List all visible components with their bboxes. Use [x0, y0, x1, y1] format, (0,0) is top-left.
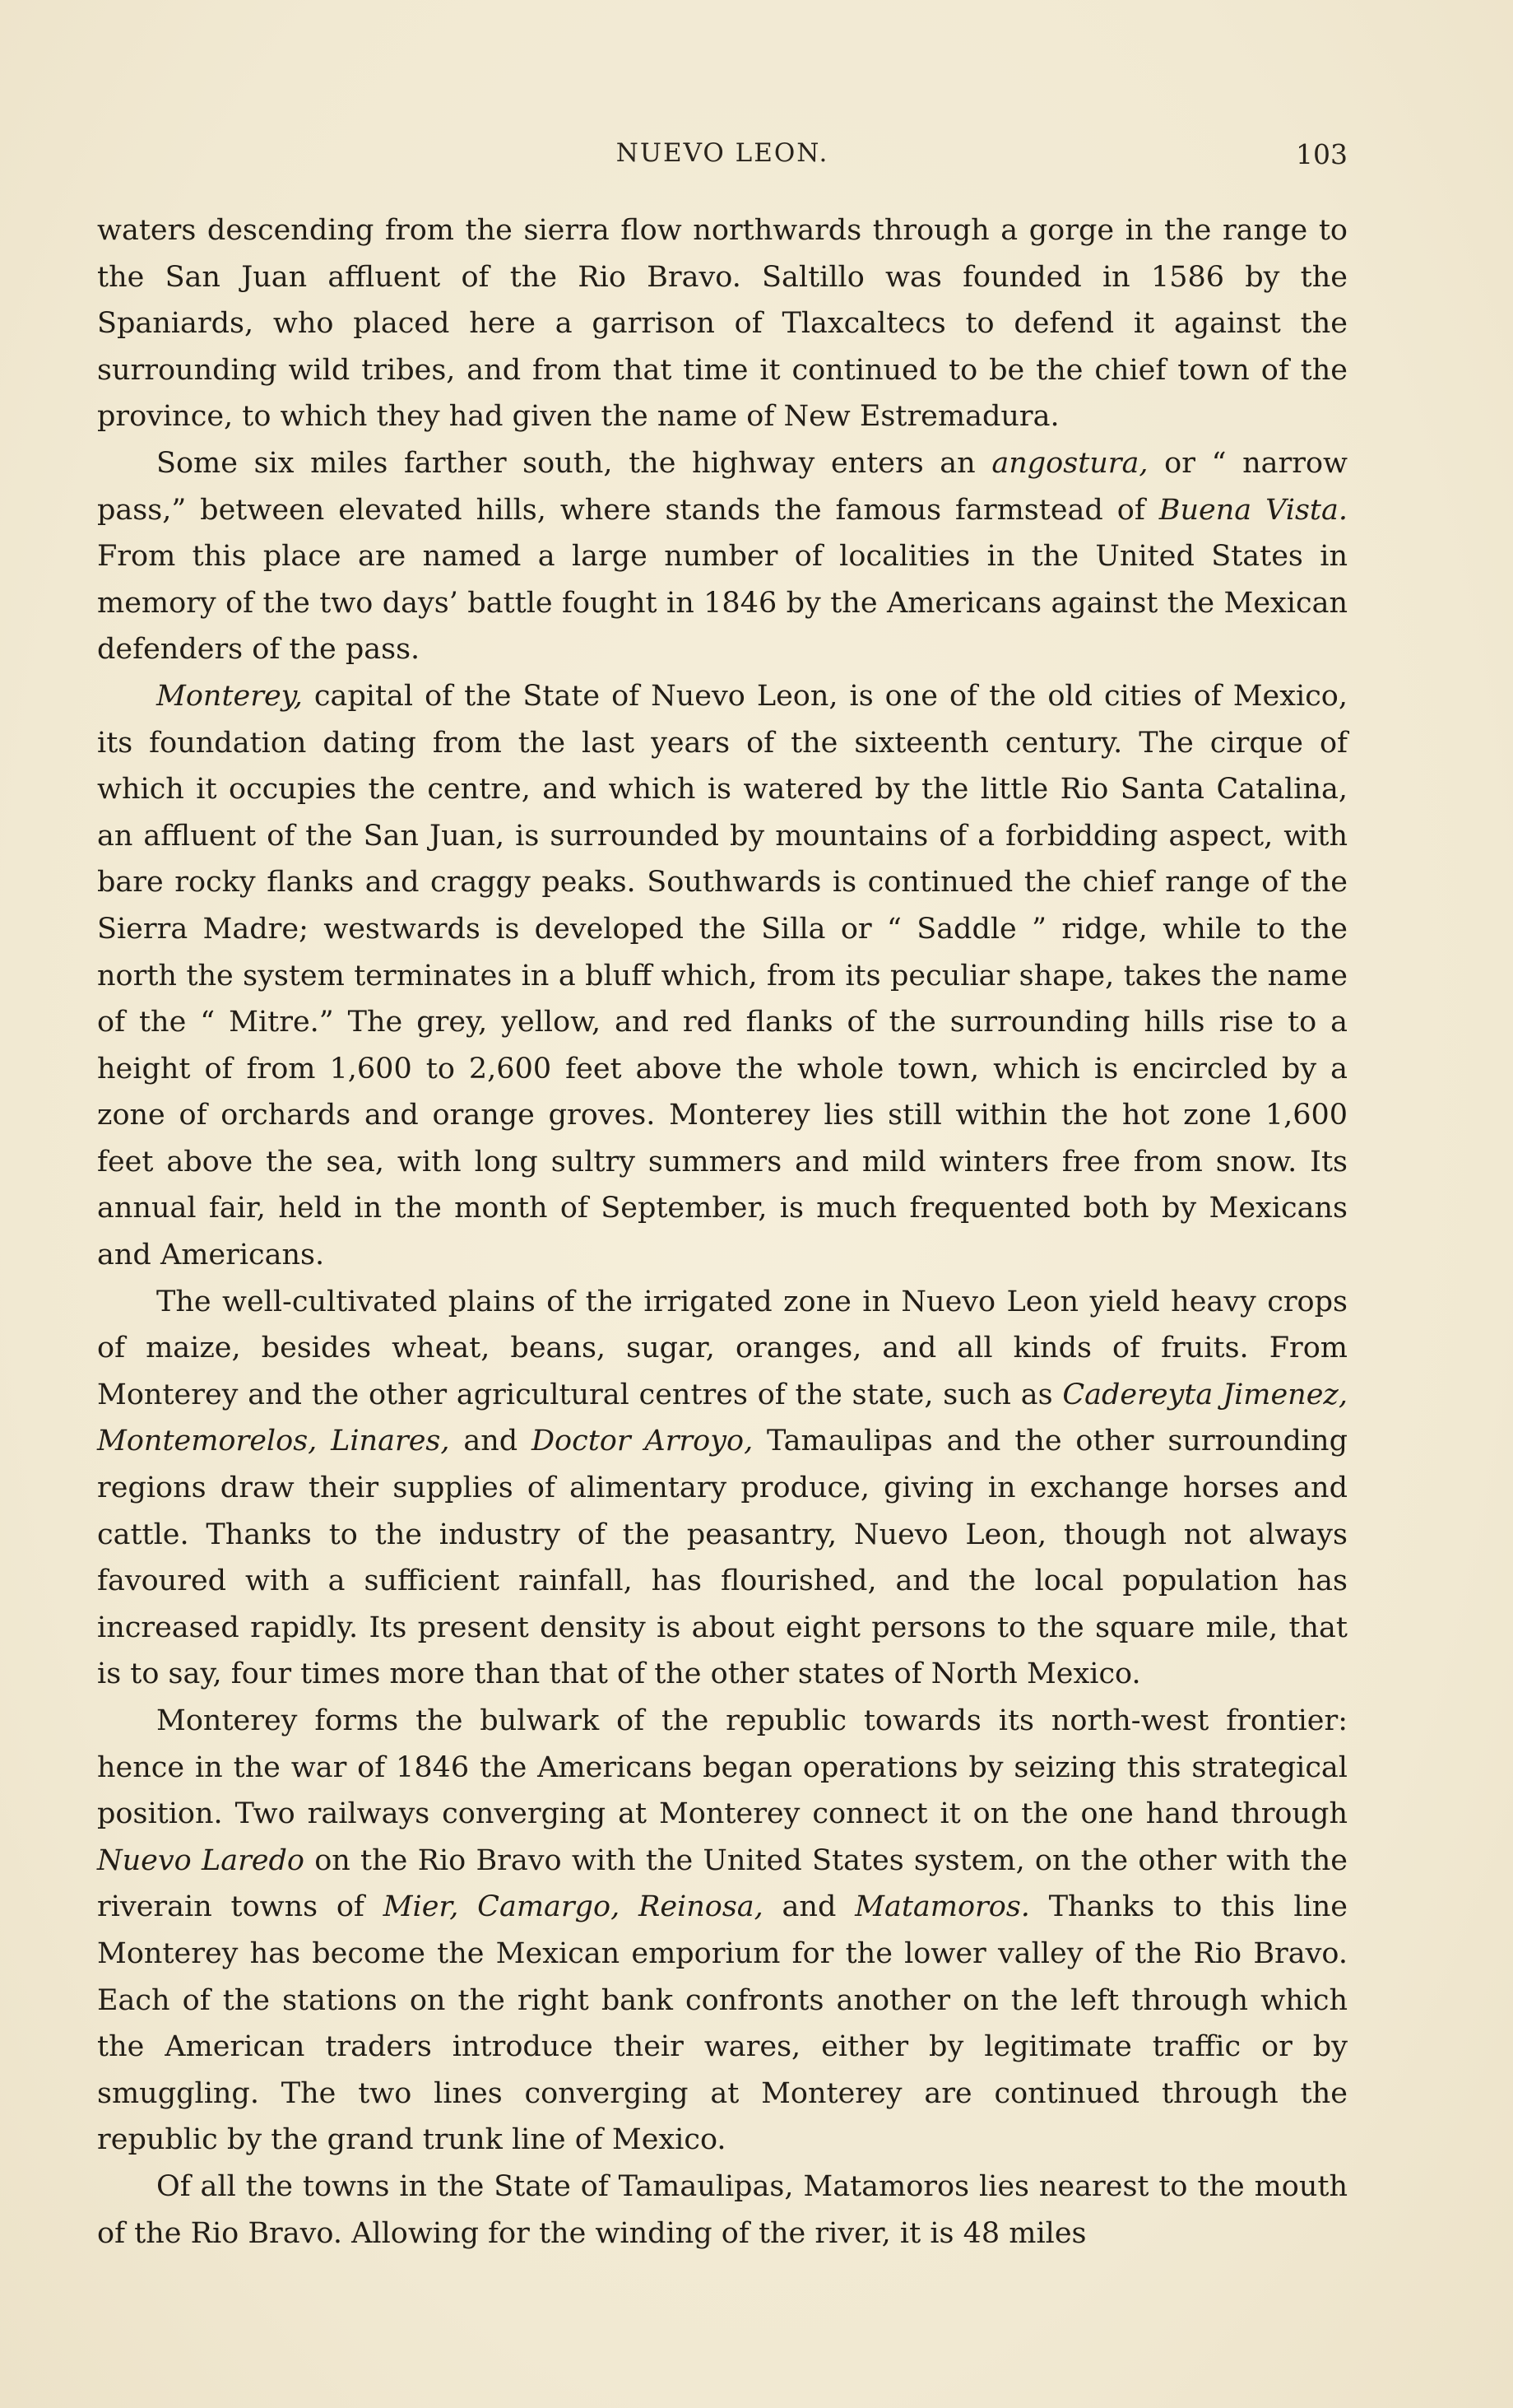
text-run: Thanks to this line Monterey has become the Mexican emporium for the lower valley of the Rio Bravo. Each of the stations on the right bank confronts another on the left through which the American traders introduce their wares, either by legitimate traffic or by smuggling. The two lines converging at Monterey are continued through the republic by the grand trunk line of Mexico.	[97, 1890, 1348, 2157]
italic-place-name: Buena Vista.	[1158, 493, 1348, 527]
italic-place-name: Monterey,	[156, 679, 303, 713]
paragraph-6	[97, 2164, 1348, 2257]
text-run: The well-cultivated plains of the irrigated zone in Nuevo Leon yield heavy crops of maize, besides wheat, beans, sugar, oranges, and all kinds of fruits. From Monterey and the other agricultural centres of the state, such as	[97, 1285, 1348, 1411]
italic-place-name: Mier, Camargo, Reinosa,	[383, 1890, 763, 1924]
text-run: Monterey forms the bulwark of the republic towards its north-west frontier: hence in the war of 1846 the Americans began operations by seizing this strategical position. Two railways converging at Monterey connect it on the one hand through	[97, 1704, 1348, 1831]
body-text	[97, 207, 1348, 2257]
paragraph-3	[97, 673, 1348, 1279]
page-header	[97, 138, 1348, 184]
text-run: Tamaulipas and the other surrounding regions draw their supplies of alimentary produce, giving in exchange horses and cattle. Thanks to the industry of the peasantry, Nuevo Leon, though not always favoured with a sufficient rainfall, has flourished, and the local population has increased rapidly. Its present density is about eight persons to the square mile, that is to say, four times more than that of the other states of North Mexico.	[97, 1425, 1348, 1691]
running-title: NUEVO LEON.	[615, 138, 829, 168]
text-run: and	[763, 1890, 856, 1924]
text-run: or “ narrow pass,” between elevated hills, where stands the famous farmstead of	[97, 446, 1348, 527]
text-run: on the Rio Bravo with the United States system, on the other with the riverain towns of	[97, 1843, 1348, 1924]
page-number: 103	[1296, 138, 1348, 170]
italic-place-name: Cadereyta Jimenez, Montemorelos, Linares,	[97, 1378, 1348, 1458]
text-run: and	[449, 1425, 531, 1458]
text-run: Some six miles farther south, the highway enters an	[156, 446, 992, 480]
text-run: capital of the State of Nuevo Leon, is one of the old cities of Mexico, its foundation dating from the last years of the sixteenth century. The cirque of which it occupies the centre, and which is watered by the little Rio Santa Catalina, an affluent of the San Juan, is surrounded by mountains of a forbidding aspect, with bare rocky flanks and craggy peaks. Southwards is continued the chief range of the Sierra Madre; westwards is developed the Silla or “ Saddle ” ridge, while to the north the system terminates in a bluff which, from its peculiar shape, takes the name of the “ Mitre.” The grey, yellow, and red flanks of the surrounding hills rise to a height of from 1,600 to 2,600 feet above the whole town, which is encircled by a zone of orchards and orange groves. Monterey lies still within the hot zone 1,600 feet above the sea, with long sultry summers and mild winters free from snow. Its annual fair, held in the month of September, is much frequented both by Mexicans and Americans.	[97, 679, 1348, 1272]
paragraph-5	[97, 1698, 1348, 2164]
italic-place-name: Matamoros.	[855, 1890, 1030, 1924]
text-run: From this place are named a large number of localities in the United States in memory of the two days’ battle fought in 1846 by the Americans against the Mexican defenders of the pass.	[97, 540, 1348, 667]
text-run: Of all the towns in the State of Tamaulipas, Matamoros lies nearest to the mouth of the Rio Bravo. Allowing for the winding of the river, it is 48 miles	[97, 2169, 1348, 2250]
paragraph-1	[97, 207, 1348, 440]
paragraph-2	[97, 440, 1348, 673]
italic-term: angostura,	[991, 446, 1149, 480]
italic-place-name: Doctor Arroyo,	[531, 1425, 754, 1458]
italic-place-name: Nuevo Laredo	[97, 1843, 304, 1877]
paragraph-4	[97, 1279, 1348, 1698]
text-run: waters descending from the sierra flow northwards through a gorge in the range to the San Juan affluent of the Rio Bravo. Saltillo was founded in 1586 by the Spaniards, who placed here a garrison of Tlaxcaltecs to defend it against the surrounding wild tribes, and from that time it continued to be the chief town of the province, to which they had given the name of New Estremadura.	[97, 214, 1348, 434]
